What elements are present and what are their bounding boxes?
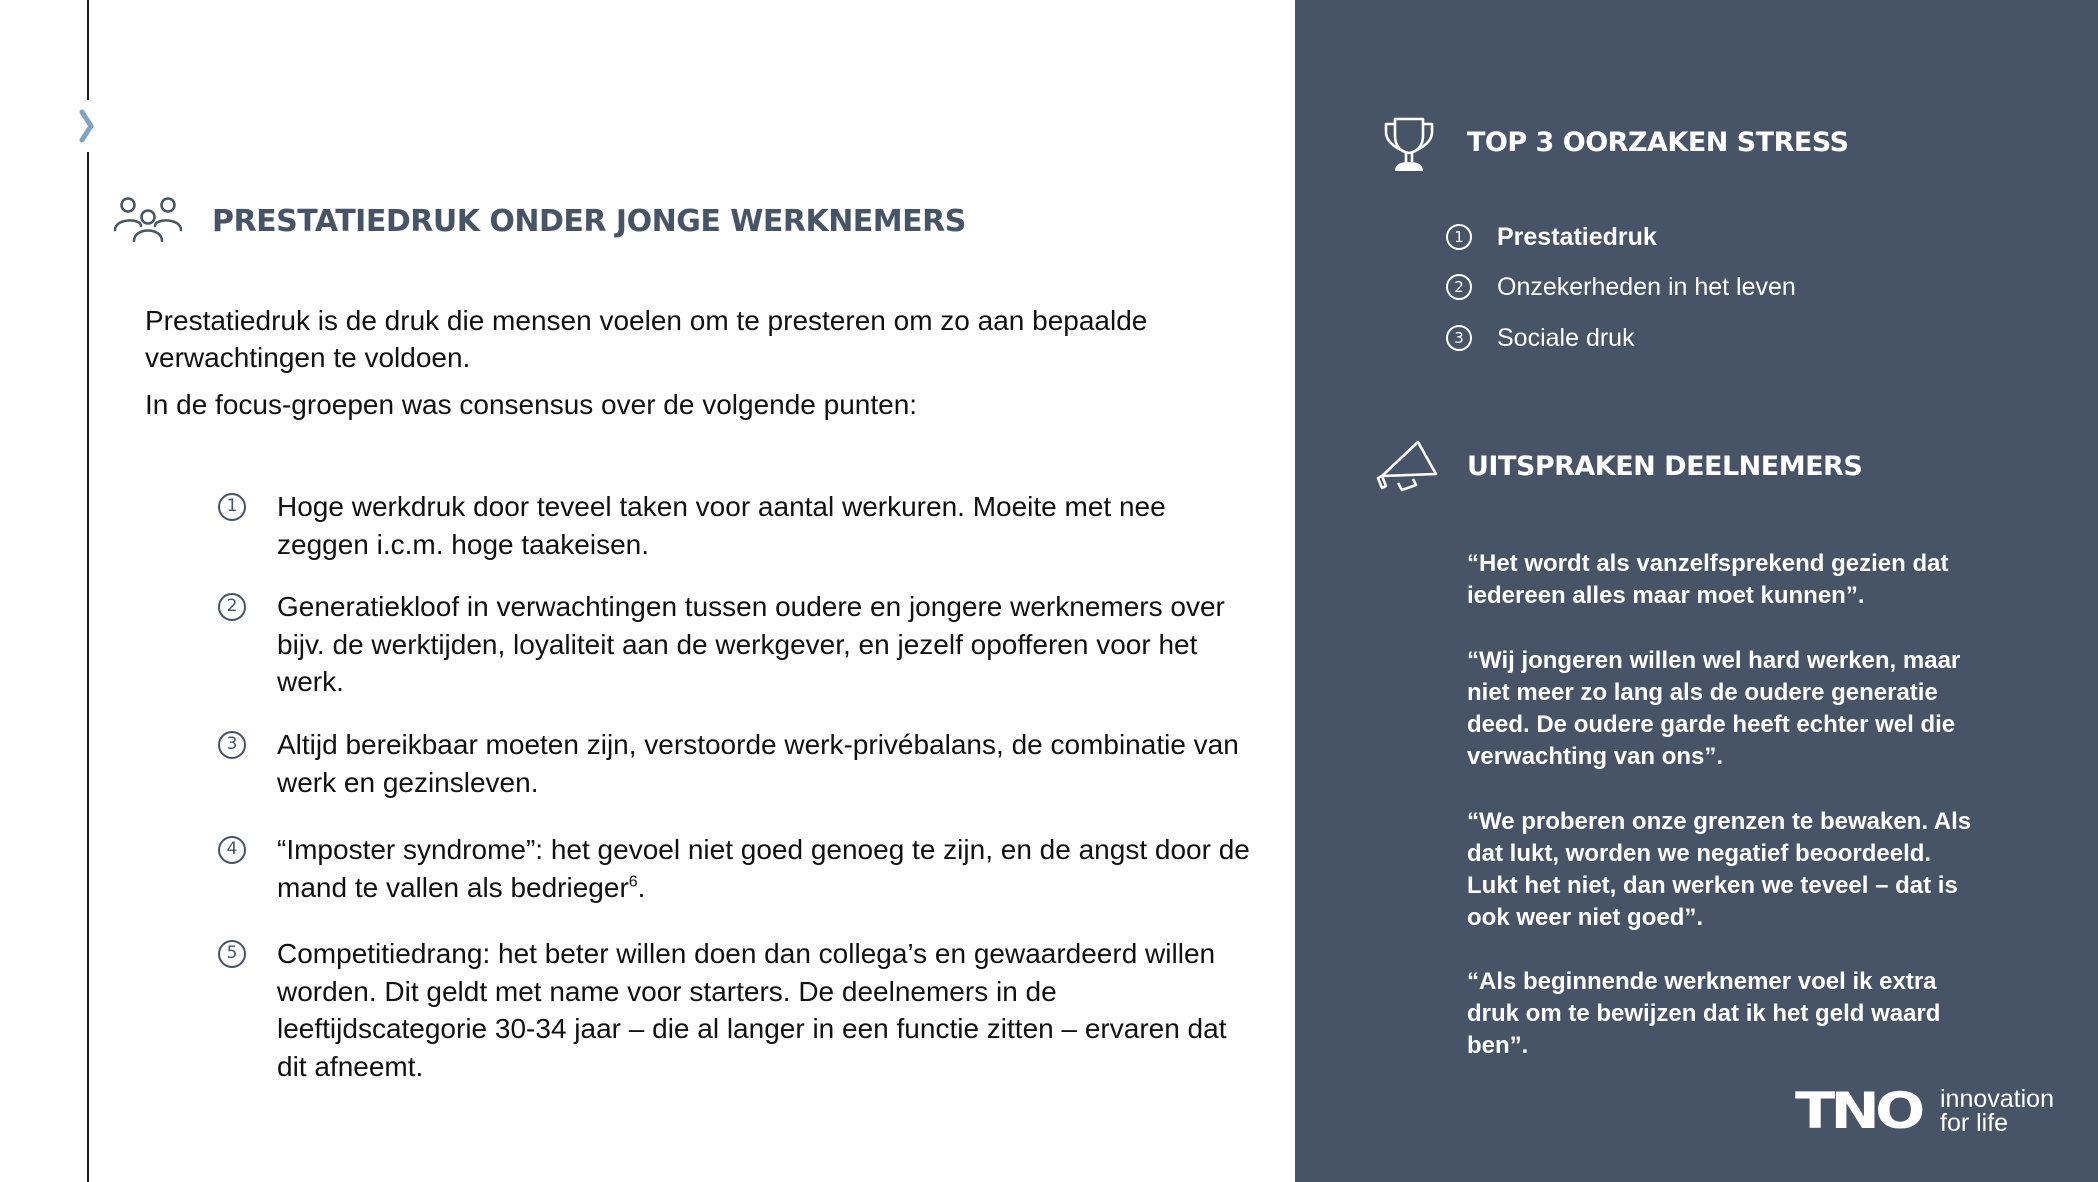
intro-paragraph: Prestatiedruk is de druk die mensen voelen om te presteren om zo aan bepaalde verwachtingen te voldoen.	[145, 305, 1148, 373]
quote: “Wij jongeren willen wel hard werken, maar niet meer zo lang als de oudere generatie deed. De oudere garde heeft echter wel die verwachting van ons”.	[1467, 647, 1961, 770]
intro-paragraph: In de focus-groepen was consensus over de volgende punten:	[145, 389, 918, 420]
list-item-text: Generatiekloof in verwachtingen tussen oudere en jongere werknemers over bijv. de werktijden, loyaliteit aan de werkgever, en jezelf opofferen voor het werk.	[277, 591, 1225, 697]
tagline-line: for life	[1940, 1109, 2009, 1137]
number-badge: 5	[218, 940, 246, 968]
list-item-text: Competitiedrang: het beter willen doen dan collega’s en gewaardeerd willen worden. Dit geldt met name voor starters. De deelnemers in de leeftijdscategorie 30-34 jaar – die al langer in een functie zitten – ervaren dat dit afneemt.	[277, 938, 1227, 1082]
quote: “Als beginnende werknemer voel ik extra druk om te bewijzen dat ik het geld waard ben”.	[1467, 968, 1941, 1059]
number-badge: 2	[1446, 274, 1472, 300]
chevron-right-icon[interactable]	[78, 106, 98, 146]
number-badge: 3	[1446, 325, 1472, 351]
megaphone-icon	[1376, 438, 1440, 492]
list-item-text-main: “Imposter syndrome”: het gevoel niet goed genoeg te zijn, en de angst door de mand te vallen als bedrieger	[277, 834, 1250, 903]
people-group-icon	[113, 196, 183, 242]
top3-item-label: Prestatiedruk	[1497, 223, 1657, 251]
tno-logo: TNO	[1795, 1082, 1921, 1140]
list-item-text	[277, 831, 1257, 906]
page-title: PRESTATIEDRUK ONDER JONGE WERKNEMERS	[212, 204, 966, 239]
quotes-title: UITSPRAKEN DEELNEMERS	[1467, 451, 1863, 482]
number-badge: 4	[218, 836, 246, 864]
list-item-text: Hoge werkdruk door teveel taken voor aantal werkuren. Moeite met nee zeggen i.c.m. hoge taakeisen.	[277, 491, 1166, 560]
number-badge: 3	[218, 731, 246, 759]
quote: “We proberen onze grenzen te bewaken. Als dat lukt, worden we negatief beoordeeld. Lukt het niet, dan werken we teveel – dat is ook weer niet goed”.	[1467, 808, 1972, 931]
quote: “Het wordt als vanzelfsprekend gezien dat iedereen alles maar moet kunnen”.	[1467, 550, 1949, 609]
top3-item-label: Sociale druk	[1497, 324, 1635, 352]
top3-title: TOP 3 OORZAKEN STRESS	[1467, 127, 1849, 158]
tagline-line: innovation	[1940, 1085, 2054, 1113]
list-item-text-tail: .	[637, 871, 646, 903]
number-badge: 2	[218, 593, 246, 621]
left-divider-line	[87, 152, 89, 1182]
left-divider-line	[87, 0, 89, 100]
trophy-icon	[1383, 116, 1435, 172]
list-item-text: Altijd bereikbaar moeten zijn, verstoorde werk-privébalans, de combinatie van werk en gezinsleven.	[277, 729, 1239, 798]
footnote-marker[interactable]: 6	[628, 873, 638, 891]
number-badge: 1	[1446, 224, 1472, 250]
top3-item-label: Onzekerheden in het leven	[1497, 273, 1796, 301]
logo-tagline	[1940, 1087, 2054, 1135]
number-badge: 1	[218, 493, 246, 521]
